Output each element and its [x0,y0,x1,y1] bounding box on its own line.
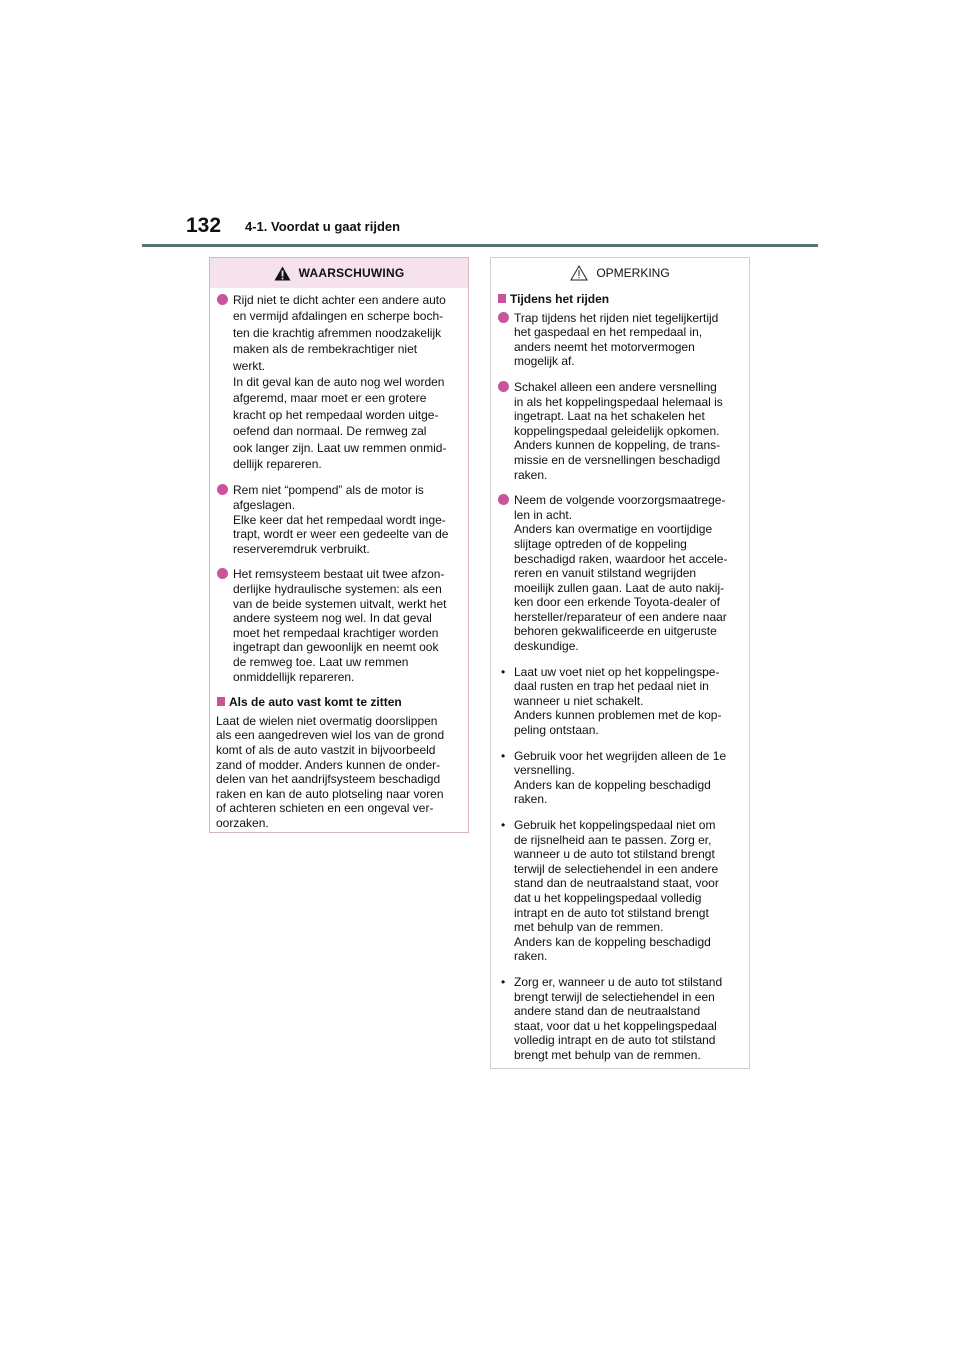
text-line: reren en vanuit stilstand wegrijden [514,566,697,581]
text-line: anders neemt het motorvermogen [514,339,695,354]
warning-body [210,288,468,831]
text-line: brengt met behulp van de remmen. [514,1047,701,1062]
text-line: maken als de rembekrachtiger niet [233,342,418,357]
warning-subheading: Als de auto vast komt te zitten [216,695,462,710]
text-line: peling ontstaan. [514,723,599,738]
warning-paragraph [216,714,462,831]
text-line: Rijd niet te dicht achter een andere auto [233,293,446,307]
warning-title: WAARSCHUWING [298,266,405,280]
text-line: de remweg toe. Laat uw remmen [233,655,409,669]
note-bullet: • Laat uw voet niet op het koppelingspe- daal rusten en trap het pedaal niet in wanneer u niet schakelt. Anders kunnen problemen met de kop- peling ontstaan. [497,665,743,738]
text-line: moet het rempedaal krachtiger worden [233,625,439,640]
text-line: andere stand dan de neutraalstand [514,1004,701,1019]
note-bullet: • Gebruik het koppelingspedaal niet om de rijsnelheid aan te passen. Zorg er, wanneer u de auto tot stilstand brengt terwijl de selectiehendel in een andere stand dan de neutraalstand staat, voor dat u het koppelingspedaal volledig intrapt en de auto tot stilstand brengt met behulp van de remmen. Anders kan de koppeling beschadigd raken. [497,818,743,964]
text-line: In dit geval kan de auto nog wel worden [233,375,445,390]
text-line: wanneer u de auto tot stilstand brengt [514,847,715,862]
bullet-dot-icon [498,381,509,392]
text-line: raken en kan de auto plotseling naar voren [216,786,444,801]
text-line: Trap tijdens het rijden niet tegelijkertijd [514,310,719,325]
text-line: ingetrapt dan gewoonlijk en neemt ook [233,640,439,655]
text-line: afgeremd, maar moet er een grotere [233,391,427,406]
text-line: ook langer zijn. Laat uw remmen onmid- [233,440,447,455]
note-title: OPMERKING [596,266,670,280]
bullet-dot-icon [217,568,228,579]
caution-triangle-icon [570,265,588,281]
text-line: koppelingspedaal geleidelijk opkomen. [514,423,720,438]
text-line: hersteller/reparateur of een andere naar [514,609,727,624]
text-line: brengt terwijl de selectiehendel in een [514,989,715,1004]
square-marker-icon [217,697,225,706]
text-line: Elke keer dat het rempedaal wordt inge- [233,512,446,527]
text-line: Gebruik voor het wegrijden alleen de 1e [514,748,727,763]
warning-box [209,257,469,833]
text-line: of achteren schieten en een ongeval ver- [216,801,434,816]
header-rule [142,244,818,247]
text-line: terwijl de selectiehendel in een andere [514,861,719,876]
text-line: de rijsnelheid aan te passen. Zorg er, [514,832,712,847]
text-line: ten die krachtig afremmen noodzakelijk [233,325,442,340]
text-line: het gaspedaal en het rempedaal in, [514,325,703,340]
text-line: kracht op het rempedaal worden uitge- [233,407,439,422]
page-number: 132 [186,214,222,237]
text-line: oorzaken. [216,815,269,830]
text-line: zand of modder. Anders kunnen de onder- [216,757,441,772]
text-line: trapt, wordt er weer een gedeelte van de [233,527,449,542]
square-marker-icon [498,294,506,303]
text-line: Anders kunnen problemen met de kop- [514,708,722,723]
note-header [491,258,749,288]
text-line: Rem niet “pompend” als de motor is [233,483,424,498]
text-line: Laat uw voet niet op het koppelingspe- [514,664,720,679]
text-line: staat, voor dat u het koppelingspedaal [514,1018,717,1033]
text-line: Anders kan de koppeling beschadigd [514,777,711,792]
text-line: met behulp van de remmen. [514,920,664,935]
text-line: raken. [514,949,548,964]
text-line: dat u het koppelingspedaal volledig [514,890,702,905]
text-line: behoren gekwalificeerde en uitgeruste [514,624,717,639]
bullet-dot-icon [217,484,228,495]
text-line: beschadigd raken, waardoor het accele- [514,551,728,566]
text-line: Anders kan overmatige en voortijdige [514,522,713,537]
bullet-dot-icon [217,294,228,305]
text-line: intrapt en de auto tot stilstand brengt [514,905,709,920]
warning-item [216,292,462,472]
text-line: dellijk repareren. [233,457,322,472]
text-line: versnelling. [514,763,575,778]
warning-header [210,258,468,288]
text-line: van de beide systemen uitvalt, werkt het [233,596,447,611]
text-line: Het remsysteem bestaat uit twee afzon- [233,567,445,582]
text-line: Anders kan de koppeling beschadigd [514,934,711,949]
text-line: Zorg er, wanneer u de auto tot stilstand [514,974,723,989]
bullet-dot-icon [498,494,509,505]
text-line: volledig intrapt en de auto tot stilstand [514,1033,716,1048]
note-bullet: • Zorg er, wanneer u de auto tot stilstand brengt terwijl de selectiehendel in een andere stand dan de neutraalstand staat, voor dat u het koppelingspedaal volledig intrapt en de auto tot stilstand brengt met behulp van de remmen. [497,975,743,1063]
warning-item [216,567,462,684]
text-line: afgeslagen. [233,498,296,513]
text-line: in als het koppelingspedaal helemaal is [514,394,723,409]
text-line: Neem de volgende voorzorgsmaatrege- [514,493,726,508]
text-line: delen van het aandrijfsysteem beschadigd [216,772,441,787]
text-line: daal rusten en trap het pedaal niet in [514,679,709,694]
text-line: moeilijk zullen gaan. Laat de auto nakij- [514,580,725,595]
text-line: deskundige. [514,639,579,654]
warning-triangle-icon [274,266,291,281]
note-item [497,311,743,369]
text-line: reserveremdruk verbruikt. [233,541,370,556]
note-item [497,380,743,482]
text-line: oefend dan normaal. De remweg zal [233,424,427,439]
note-bullet: • Gebruik voor het wegrijden alleen de 1e versnelling. Anders kan de koppeling beschadigd raken. [497,749,743,807]
text-line: slijtage optreden of de koppeling [514,536,687,551]
note-body [491,288,749,1063]
section-title: 4-1. Voordat u gaat rijden [245,219,401,234]
text-line: raken. [514,467,548,482]
text-line: andere systeem nog wel. In dat geval [233,611,432,626]
text-line: raken. [514,792,548,807]
text-line: len in acht. [514,507,573,522]
text-line: Laat de wielen niet overmatig doorslippen [216,713,438,728]
text-line: komt of als de auto vastzit in bijvoorbeeld [216,742,436,757]
text-line: ken door een erkende Toyota-dealer of [514,595,720,610]
text-line: Anders kunnen de koppeling, de trans- [514,438,721,453]
text-line: missie en de versnellingen beschadigd [514,452,721,467]
text-line: Gebruik het koppelingspedaal niet om [514,818,716,832]
text-line: mogelijk af. [514,354,575,369]
text-line: en vermijd afdalingen en scherpe boch- [233,309,444,324]
warning-item [216,483,462,556]
text-line: onmiddellijk repareren. [233,669,355,684]
note-item [497,493,743,654]
note-box [490,257,750,1069]
note-subheading: Tijdens het rijden [497,292,743,307]
text-line: Schakel alleen een andere versnelling [514,379,717,394]
text-line: werkt. [233,358,266,373]
bullet-dot-icon [498,312,509,323]
text-line: wanneer u niet schakelt. [514,693,644,708]
text-line: als een aangedreven wiel los van de grond [216,728,445,743]
text-line: stand dan de neutraalstand staat, voor [514,876,719,891]
text-line: ingetrapt. Laat na het schakelen het [514,409,705,424]
text-line: derlijke hydraulische systemen: als een [233,582,442,597]
